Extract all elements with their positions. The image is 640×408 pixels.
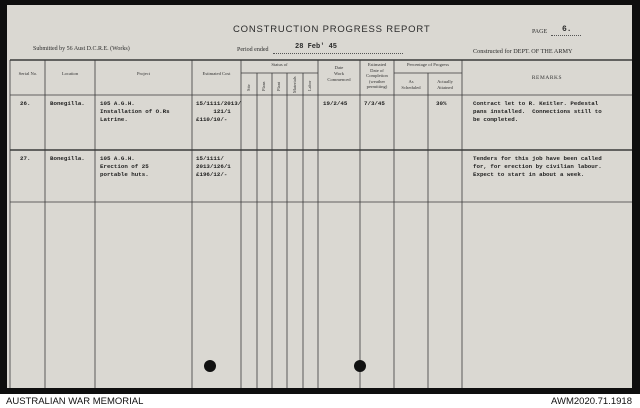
- col-actually-attained: Actually Attained: [437, 79, 453, 90]
- row-project: 105 A.G.H. Erection of 25 portable huts.: [100, 155, 149, 178]
- col-plans: Plans: [261, 81, 266, 91]
- col-status-of: Status of: [271, 62, 288, 67]
- col-as-scheduled: As Scheduled: [401, 79, 421, 90]
- punch-hole: [204, 360, 216, 372]
- col-materials: Materials: [292, 76, 297, 93]
- row-remarks: Tenders for this job have been called for, for erection by civilian labour. Expect to start in about a week.: [473, 155, 602, 178]
- submitted-by: Submitted by 56 Aust D.C.R.E. (Works): [33, 46, 130, 52]
- row-serial: 26.: [20, 100, 31, 107]
- col-percentage-progress: Percentage of Progress: [406, 62, 450, 67]
- row-project: 105 A.G.H. Installation of O.Rs Latrine.: [100, 100, 170, 123]
- col-labor: Labor: [307, 80, 312, 91]
- footer-accession-id: AWM2020.71.1918: [551, 396, 632, 407]
- page-label: PAGE: [532, 29, 548, 35]
- row-estimated-cost: 15/1111/ 2013/126/1 £196/12/-: [196, 155, 231, 178]
- col-estimated-completion: Estimated Date of Completion (weather permitting): [366, 62, 388, 90]
- report-title: CONSTRUCTION PROGRESS REPORT: [233, 24, 431, 35]
- col-location: Location: [61, 71, 79, 76]
- col-site: Site: [246, 84, 251, 91]
- footer-institution: AUSTRALIAN WAR MEMORIAL: [6, 396, 144, 407]
- row-remarks: Contract let to R. Keitler. Pedestal pans installed. Connections still to be completed.: [473, 100, 602, 123]
- period-label: Period ended: [237, 47, 269, 53]
- row-location: Bonegilla.: [50, 100, 85, 107]
- col-project: Project: [136, 71, 150, 76]
- row-completion: 7/3/45: [364, 100, 385, 107]
- report-form: [7, 5, 632, 388]
- col-date-work-commenced: Date Work Commenced: [327, 65, 351, 82]
- row-estimated-cost: 15/1111/2013/ 121/1 £110/10/-: [196, 100, 242, 123]
- punch-hole: [354, 360, 366, 372]
- period-value: 28 Feb' 45: [295, 43, 338, 51]
- row-commenced: 19/2/45: [323, 100, 348, 107]
- row-location: Bonegilla.: [50, 155, 85, 162]
- row-serial: 27.: [20, 155, 31, 162]
- row-attained: 30%: [436, 100, 447, 107]
- constructed-for: Constructed for DEPT. OF THE ARMY: [473, 48, 573, 55]
- col-remarks: REMARKS: [531, 75, 563, 81]
- col-plant: Plant: [276, 81, 281, 91]
- col-estimated-cost: Estimated Cost: [202, 71, 231, 76]
- page-number: 6.: [562, 25, 572, 34]
- table-grid: [7, 5, 632, 388]
- col-serial: Serial No.: [18, 71, 38, 76]
